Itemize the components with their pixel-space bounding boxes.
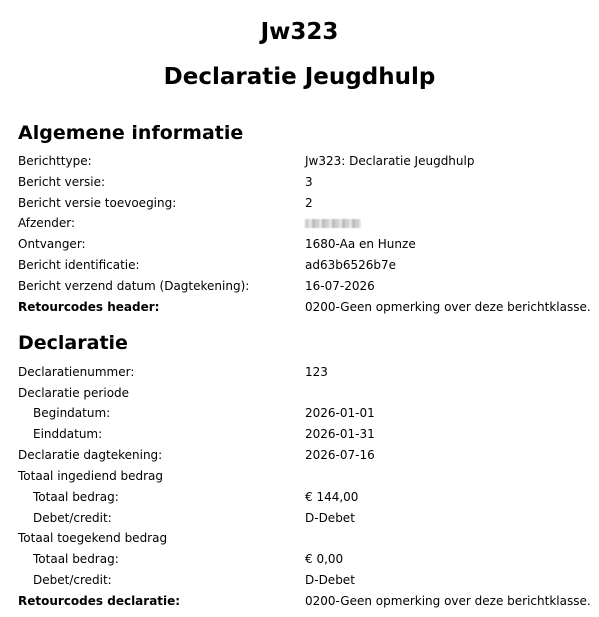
message-code-title: Jw323 <box>260 19 339 45</box>
row-declaratie-dagtekening <box>18 445 593 465</box>
row-label: Declaratie dagtekening: <box>18 448 163 462</box>
row-value: 2026-01-31 <box>305 427 375 441</box>
row-bericht-versie-toevoeging <box>18 193 593 213</box>
row-bericht-identificatie <box>18 255 593 275</box>
row-label: Declaratienummer: <box>18 365 135 379</box>
row-value: D-Debet <box>305 573 355 587</box>
row-ontvanger <box>18 234 593 254</box>
row-value: 3 <box>305 175 313 189</box>
row-value: D-Debet <box>305 511 355 525</box>
row-declaratienummer <box>18 362 593 382</box>
row-label: Bericht versie toevoeging: <box>18 196 177 210</box>
row-retourcodes-header <box>18 297 593 317</box>
row-label: Einddatum: <box>33 427 103 441</box>
row-label: Bericht versie: <box>18 175 106 189</box>
row-value: 0200-Geen opmerking over deze berichtklasse. <box>305 300 591 314</box>
row-bericht-versie <box>18 172 593 192</box>
row-label: Debet/credit: <box>33 511 112 525</box>
row-einddatum <box>18 424 593 444</box>
row-value: 2026-01-01 <box>305 406 375 420</box>
row-afzender <box>18 213 593 233</box>
redacted-value <box>305 213 361 234</box>
group-label: Totaal ingediend bedrag <box>18 469 164 483</box>
row-label: Berichttype: <box>18 154 92 168</box>
row-ingediend-debet-credit <box>18 508 593 528</box>
section-heading-algemene-informatie: Algemene informatie <box>18 122 244 144</box>
row-berichttype <box>18 151 593 171</box>
row-label: Retourcodes declaratie: <box>18 594 181 608</box>
page-title: Declaratie Jeugdhulp <box>163 64 436 90</box>
row-label: Retourcodes header: <box>18 300 160 314</box>
row-value: Jw323: Declaratie Jeugdhulp <box>305 154 475 168</box>
row-begindatum <box>18 403 593 423</box>
row-label: Bericht verzend datum (Dagtekening): <box>18 279 250 293</box>
row-value: 16-07-2026 <box>305 279 375 293</box>
row-label: Bericht identificatie: <box>18 258 140 272</box>
row-label: Ontvanger: <box>18 237 86 251</box>
group-label: Declaratie periode <box>18 386 130 400</box>
group-label: Totaal toegekend bedrag <box>18 531 168 545</box>
redaction-blur <box>305 219 361 228</box>
row-label: Begindatum: <box>33 406 111 420</box>
row-label: Totaal bedrag: <box>33 552 119 566</box>
row-value: 2 <box>305 196 313 210</box>
row-label: Debet/credit: <box>33 573 112 587</box>
row-declaratie-periode <box>18 383 593 403</box>
row-value: € 144,00 <box>305 490 359 504</box>
row-value: 2026-07-16 <box>305 448 375 462</box>
row-ingediend-totaal-bedrag <box>18 487 593 507</box>
row-toegekend-debet-credit <box>18 570 593 590</box>
row-bericht-verzend-datum <box>18 276 593 296</box>
row-value: 1680-Aa en Hunze <box>305 237 416 251</box>
row-label: Totaal bedrag: <box>33 490 119 504</box>
row-totaal-toegekend-bedrag <box>18 528 593 548</box>
row-value: 0200-Geen opmerking over deze berichtklasse. <box>305 594 591 608</box>
section-heading-declaratie: Declaratie <box>18 332 128 354</box>
row-toegekend-totaal-bedrag <box>18 549 593 569</box>
row-totaal-ingediend-bedrag <box>18 466 593 486</box>
row-value: ad63b6526b7e <box>305 258 397 272</box>
row-label: Afzender: <box>18 216 76 230</box>
row-retourcodes-declaratie <box>18 591 593 611</box>
row-value: € 0,00 <box>305 552 344 566</box>
row-value: 123 <box>305 365 328 379</box>
